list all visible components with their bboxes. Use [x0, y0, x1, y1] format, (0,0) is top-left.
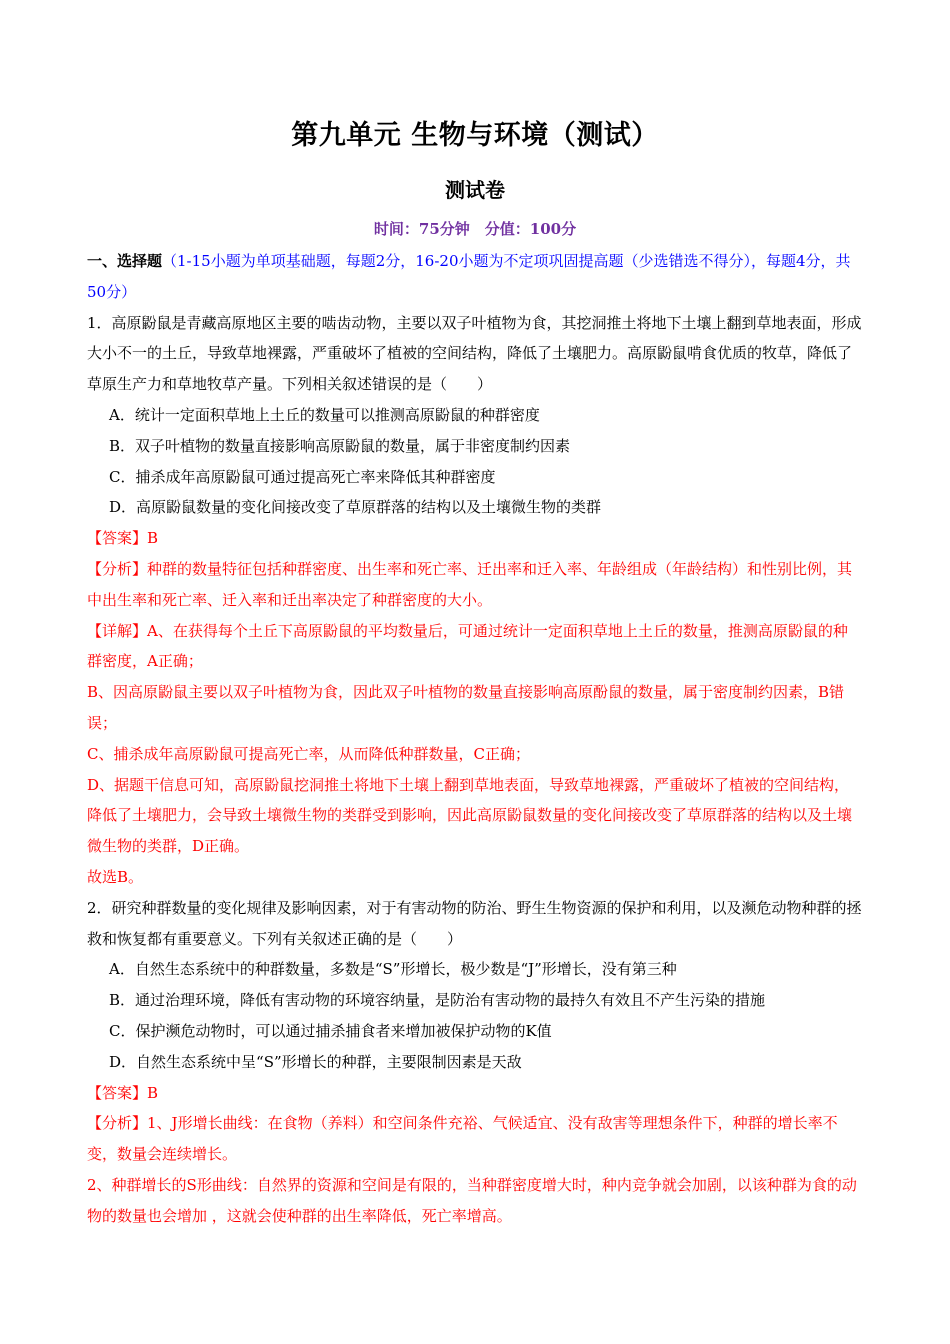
page-title: 第九单元 生物与环境（测试） — [291, 120, 659, 151]
analysis-text: 种群的数量特征包括种群密度、出生率和死亡率、迁出率和迁入率、年龄组成（年龄结构）和性别比例，其中出生率和死亡率、迁入率和迁出率决定了种群密度的大小。 — [87, 559, 853, 609]
page-subtitle: 测试卷 — [445, 178, 505, 202]
question-2-option-d: D．自然生态系统中呈“S”形增长的种群，主要限制因素是天敌 — [109, 1052, 522, 1071]
question-2-analysis-2: 2、种群增长的S形曲线：自然界的资源和空间是有限的，当种群密度增大时，种内竞争就会加剧，以该种群为食的动物的数量也会增加 ，这就会使种群的出生率降低，死亡率增高。 — [87, 1175, 857, 1225]
question-2-option-c: C．保护濒危动物时，可以通过捕杀捕食者来增加被保护动物的K值 — [109, 1021, 552, 1040]
question-2-answer — [87, 1078, 862, 1109]
question-1-detail-c: C、捕杀成年高原鼢鼠可提高死亡率，从而降低种群数量，C正确； — [87, 744, 530, 763]
question-1-analysis — [87, 554, 862, 616]
question-1-conclusion: 故选B。 — [87, 867, 144, 886]
question-1-option-c: C．捕杀成年高原鼢鼠可通过提高死亡率来降低其种群密度 — [109, 467, 496, 486]
time-score-line: 时间：75分钟 分值：100分 — [373, 220, 577, 238]
answer-value: B — [147, 529, 159, 548]
analysis-label: 【分析】 — [87, 559, 148, 578]
answer-value: B — [147, 1083, 159, 1102]
analysis-text-1: 1、J形增长曲线：在食物（养料）和空间条件充裕、气候适宜、没有敌害等理想条件下，种群的增长率不变，数量会连续增长。 — [87, 1114, 838, 1164]
question-1-option-d: D．高原鼢鼠数量的变化间接改变了草原群落的结构以及土壤微生物的类群 — [109, 498, 602, 517]
section-note: （1-15小题为单项基础题，每题2分，16-20小题为不定项巩固提高题（少选错选不得分），每题4分，共50分） — [87, 252, 851, 301]
document-content — [87, 246, 862, 1232]
question-1-option-b: B．双子叶植物的数量直接影响高原鼢鼠的数量，属于非密度制约因素 — [109, 436, 571, 455]
question-1-stem: 1．高原鼢鼠是青藏高原地区主要的啮齿动物，主要以双子叶植物为食，其挖洞推土将地下土壤上翻到草地表面，形成大小不一的土丘，导致草地裸露，严重破坏了植被的空间结构，降低了土壤肥力。高原鼢鼠啃食优质的牧草，降低了草原生产力和草地牧草产量。下列相关叙述错误的是（ ） — [87, 313, 862, 394]
section-heading-line — [87, 246, 862, 308]
detail-text-a: A、在获得每个土丘下高原鼢鼠的平均数量后，可通过统计一定面积草地上土丘的数量，推测高原鼢鼠的种群密度，A正确； — [87, 621, 848, 671]
question-2-option-a: A．自然生态系统中的种群数量，多数是“S”形增长，极少数是“J”形增长，没有第三种 — [109, 960, 677, 979]
analysis-label: 【分析】 — [87, 1114, 148, 1133]
question-1-answer — [87, 523, 862, 554]
answer-label: 【答案】 — [87, 1083, 148, 1102]
question-1-option-a: A．统计一定面积草地上土丘的数量可以推测高原鼢鼠的种群密度 — [109, 405, 540, 424]
question-1-detail-d: D、据题干信息可知，高原鼢鼠挖洞推土将地下土壤上翻到草地表面，导致草地裸露，严重破坏了植被的空间结构，降低了土壤肥力，会导致土壤微生物的类群受到影响，因此高原鼢鼠数量的变化间接改变了草原群落的结构以及土壤微生物的类群，D正确。 — [87, 775, 853, 856]
question-1-detail-a — [87, 616, 862, 678]
question-2-option-b: B．通过治理环境，降低有害动物的环境容纳量，是防治有害动物的最持久有效且不产生污染的措施 — [109, 991, 766, 1010]
section-heading: 一、选择题 — [87, 252, 163, 270]
question-2-stem: 2．研究种群数量的变化规律及影响因素，对于有害动物的防治、野生生物资源的保护和利用，以及濒危动物种群的拯救和恢复都有重要意义。下列有关叙述正确的是（ ） — [87, 898, 862, 948]
question-2-analysis-1 — [87, 1108, 862, 1170]
detail-label: 【详解】 — [87, 621, 148, 640]
question-1-detail-b: B、因高原鼢鼠主要以双子叶植物为食，因此双子叶植物的数量直接影响高原酚鼠的数量，属于密度制约因素，B错误； — [87, 683, 845, 732]
answer-label: 【答案】 — [87, 529, 148, 548]
